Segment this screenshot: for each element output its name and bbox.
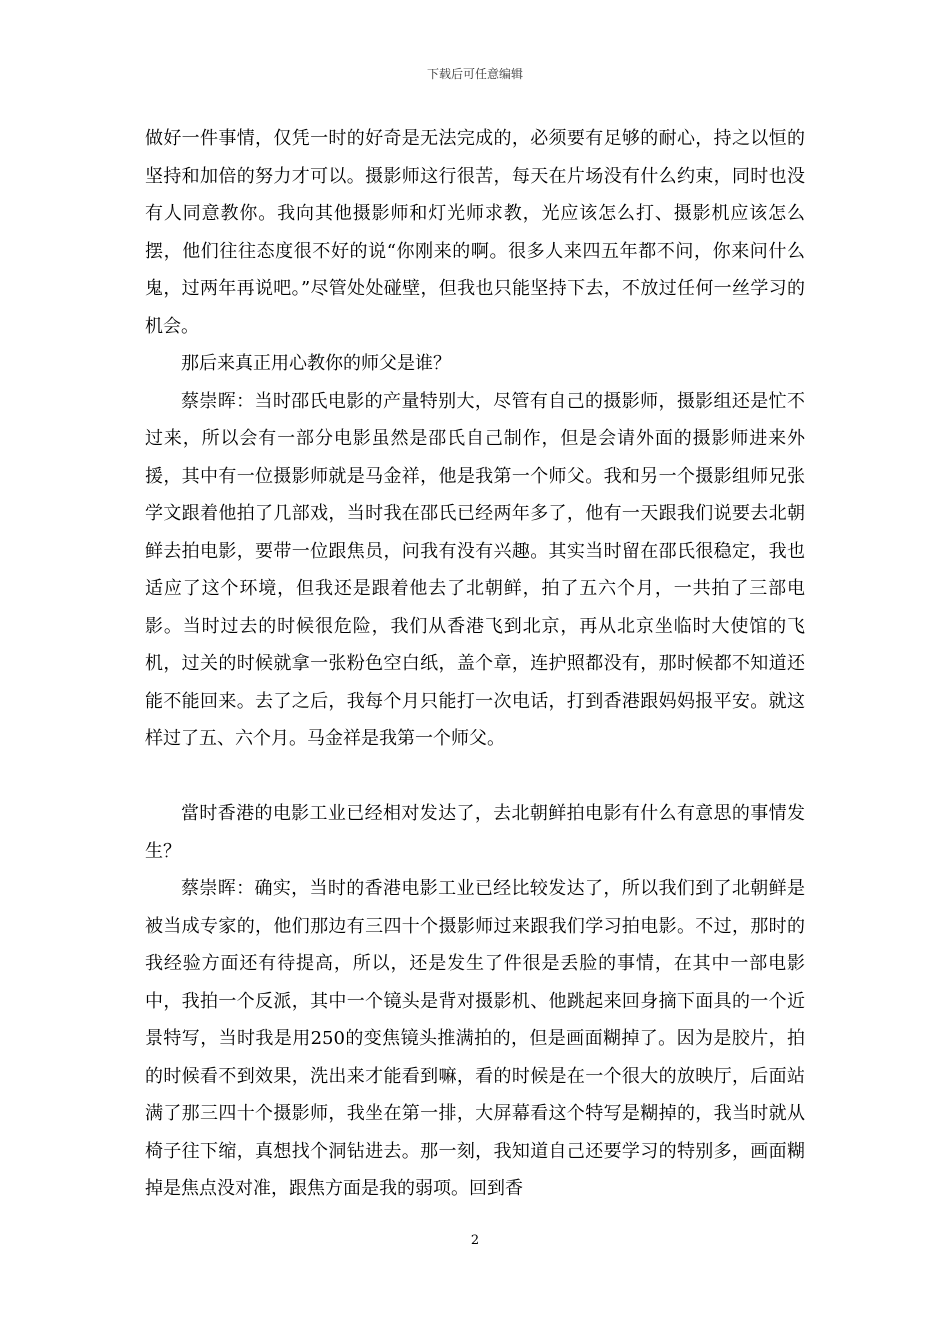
paragraph-perseverance: 做好一件事情，仅凭一时的好奇是无法完成的，必须要有足够的耐心，持之以恒的坚持和加倍的努力才可以。摄影师这行很苦，每天在片场没有什么约束，同时也没有人同意教你。我向其他摄影师和灯光师求教，光应该怎么打、摄影机应该怎么摆，他们往往态度很不好的说“你刚来的啊。很多人来四五年都不问，你来问什么鬼，过两年再说吧。”尽管处处碰壁，但我也只能坚持下去，不放过任何一丝学习的机会。: [145, 128, 805, 337]
paragraph-answer-north-korea: 蔡崇晖：确实，当时的香港电影工业已经比较发达了，所以我们到了北朝鲜是被当成专家的，他们那边有三四十个摄影师过来跟我们学习拍电影。不过，那时的我经验方面还有待提高，所以，还是发生了件很是丢脸的事情，在其中一部电影中，我拍一个反派，其中一个镜头是背对摄影机、他跳起来回身摘下面具的一个近景特写，当时我是用250的变焦镜头推满拍的，但是画面糊掉了。因为是胶片，拍的时候看不到效果，洗出来才能看到嘛，看的时候是在一个很大的放映厅，后面站满了那三四十个摄影师，我坐在第一排，大屏幕看这个特写是糊掉的，我当时就从椅子往下缩，真想找个洞钻进去。那一刻，我知道自己还要学习的特别多，画面糊掉是焦点没对准，跟焦方面是我的弱项。回到香: [145, 878, 805, 1199]
paragraph-question-north-korea: 當时香港的电影工业已经相对发达了，去北朝鲜拍电影有什么有意思的事情发生？: [145, 803, 805, 862]
paragraph-answer-mentor: 蔡崇晖：当时邵氏电影的产量特别大，尽管有自己的摄影师，摄影组还是忙不过来，所以会有一部分电影虽然是邵氏自己制作，但是会请外面的摄影师进来外援，其中有一位摄影师就是马金祥，他是我第一个师父。我和另一个摄影组师兄张学文跟着他拍了几部戏，当时我在邵氏已经两年多了，他有一天跟我们说要去北朝鲜去拍电影，要带一位跟焦员，问我有没有兴趣。其实当时留在邵氏很稳定，我也适应了这个环境，但我还是跟着他去了北朝鲜，拍了五六个月，一共拍了三部电影。当时过去的时候很危险，我们从香港飞到北京，再从北京坐临时大使馆的飞机，过关的时候就拿一张粉色空白纸，盖个章，连护照都没有，那时候都不知道还能不能回来。去了之后，我每个月只能打一次电话，打到香港跟妈妈报平安。就这样过了五、六个月。马金祥是我第一个师父。: [145, 390, 805, 749]
page-number: 2: [470, 1233, 480, 1248]
paragraph-question-mentor: 那后来真正用心教你的师父是谁？: [181, 353, 451, 374]
page-header: 下载后可任意编辑: [426, 67, 523, 81]
paragraph-spacer: [145, 758, 805, 796]
document-body: [145, 120, 805, 1208]
